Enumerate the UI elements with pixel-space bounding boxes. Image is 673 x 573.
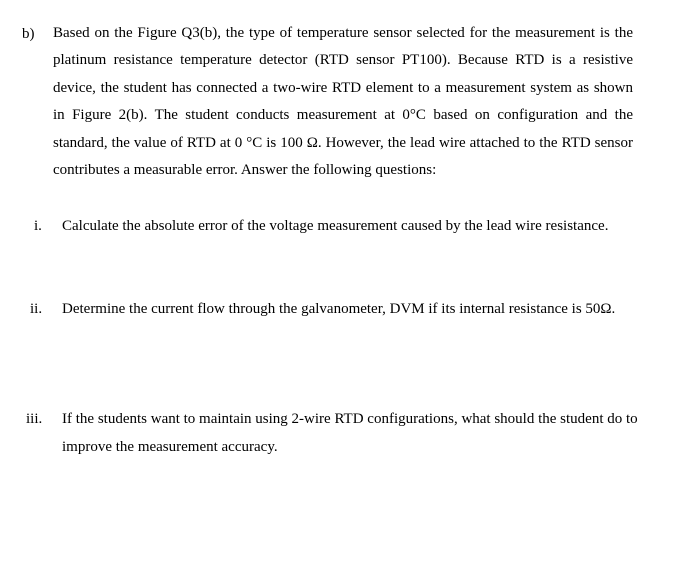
sub-question-iii-text: If the students want to maintain using 2-wire RTD configurations, what should the student do to improve the measurement accuracy.	[62, 411, 638, 455]
question-b-text: Based on the Figure Q3(b), the type of temperature sensor selected for the measurement is the platinum resistance temperature detector (RTD sensor PT100). Because RTD is a resistive device, the student has connected a two-wire RTD element to a measurement system as shown in Figure 2(b). The student conducts measurement at 0°C based on configuration and the standard, the value of RTD at 0 °C is 100 Ω. However, the lead wire attached to the RTD sensor contributes a measurable error. Answer the following questions:	[53, 25, 633, 179]
sub-question-ii-text: Determine the current flow through the galvanometer, DVM if its internal resistance is 50Ω.	[62, 301, 616, 317]
sub-question-ii-number: ii.	[30, 301, 43, 317]
sub-question-i-text: Calculate the absolute error of the voltage measurement caused by the lead wire resistance.	[62, 218, 609, 234]
sub-question-i-number: i.	[34, 218, 42, 234]
question-b-label: b)	[22, 26, 35, 42]
sub-question-iii-number: iii.	[26, 411, 43, 427]
